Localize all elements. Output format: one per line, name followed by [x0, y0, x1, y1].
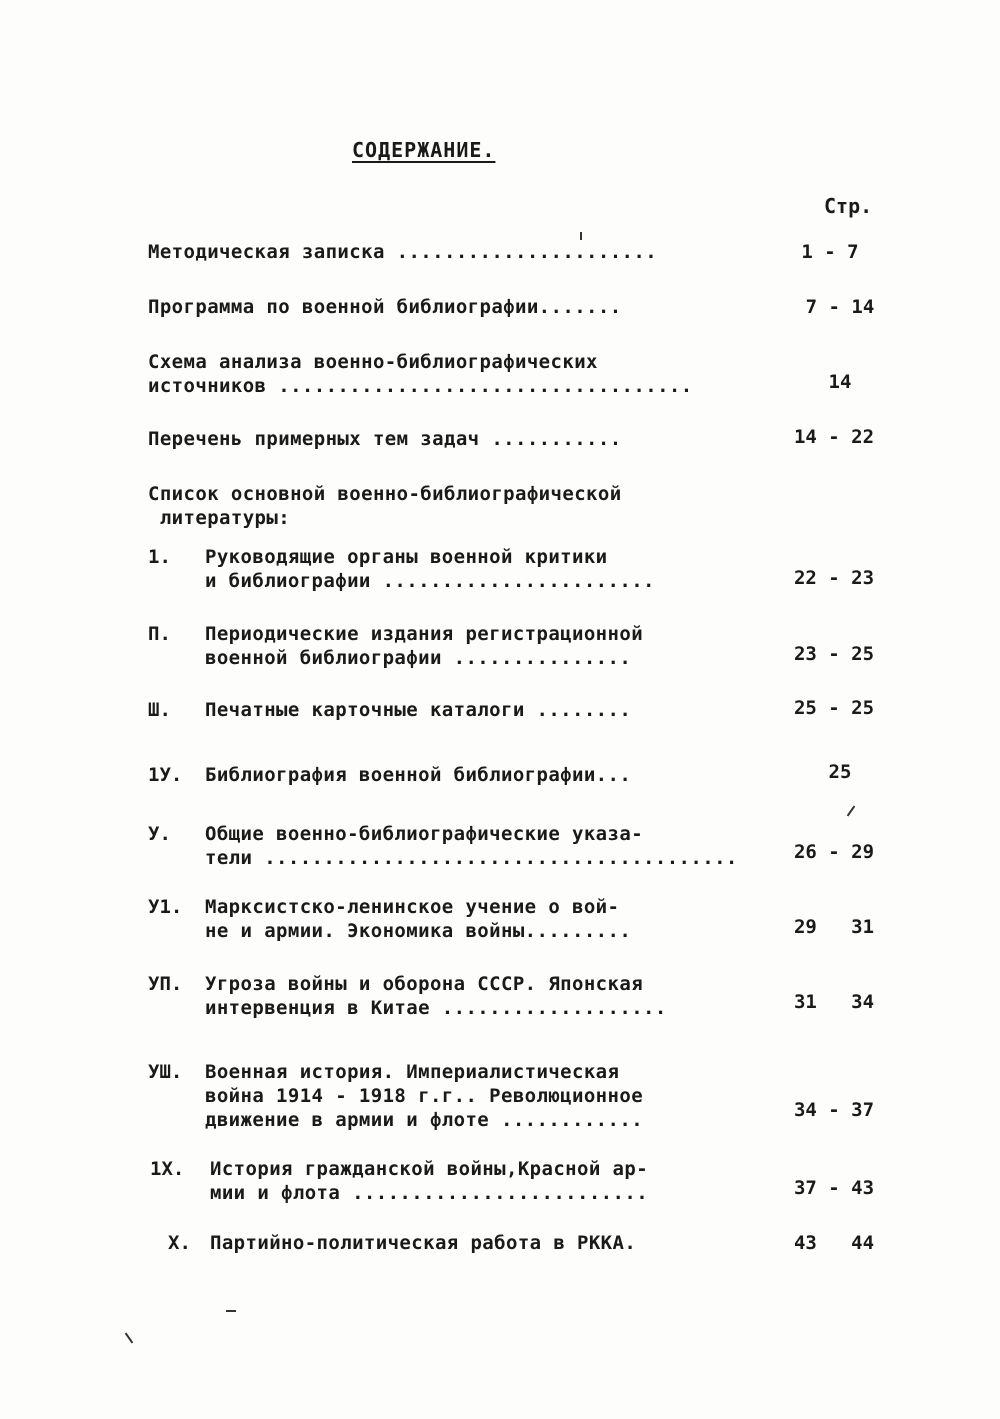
toc-entry-text: Схема анализа военно-библиографических: [148, 351, 598, 373]
toc-entry-text: Печатные карточные каталоги ........: [205, 699, 632, 721]
toc-entry-text: Библиография военной библиографии...: [205, 764, 632, 786]
toc-entry-number: 1Х.: [150, 1158, 185, 1180]
toc-entry-text: не и армии. Экономика войны.........: [205, 920, 632, 942]
toc-entry-pages: 23 - 25: [793, 643, 875, 665]
toc-entry-text: История гражданской войны,Красной ар-: [210, 1158, 649, 1180]
scan-mark: [226, 1310, 236, 1312]
toc-entry-text: тели ........................................: [205, 847, 738, 869]
toc-entry-text: Военная история. Империалистическая: [205, 1061, 620, 1083]
page-column-header: Стр.: [824, 194, 873, 218]
toc-entry-text: интервенция в Китае ...................: [205, 997, 667, 1019]
toc-entry-pages: 37 - 43: [793, 1177, 875, 1199]
toc-entry-text: Общие военно-библиографические указа-: [205, 823, 644, 845]
toc-entry-text: Периодические издания регистрационной: [205, 623, 644, 645]
toc-entry-number: 1У.: [148, 764, 183, 786]
toc-entry-pages: 22 - 23: [793, 567, 875, 589]
toc-entry-text: движение в армии и флоте ............: [205, 1109, 644, 1131]
scan-mark: [580, 232, 582, 240]
toc-entry-number: Ш.: [148, 699, 171, 721]
toc-entry-pages: 14 - 22: [793, 426, 875, 448]
toc-entry-text: литературы:: [148, 507, 291, 529]
toc-entry-pages: 1 - 7: [801, 241, 859, 263]
toc-entry-text: Программа по военной библиографии.......: [148, 296, 622, 318]
toc-entry-text: Перечень примерных тем задач ...........: [148, 428, 622, 450]
toc-entry-number: УП.: [148, 973, 183, 995]
toc-entry-text: Угроза войны и оборона СССР. Японская: [205, 973, 644, 995]
toc-entry-number: У1.: [148, 896, 183, 918]
toc-entry-pages: 7 - 14: [805, 296, 875, 318]
toc-entry-number: 1.: [148, 546, 171, 568]
toc-entry-pages: 14: [828, 371, 852, 393]
toc-entry-pages: 25: [828, 761, 852, 783]
toc-entry-text: Партийно-политическая работа в РККА.: [210, 1232, 637, 1254]
scan-mark: [847, 806, 856, 817]
toc-entry-pages: 43 44: [793, 1232, 875, 1254]
toc-entry-number: У.: [148, 823, 171, 845]
scan-mark: [125, 1333, 134, 1344]
toc-entry-number: Х.: [168, 1232, 191, 1254]
toc-entry-number: УШ.: [148, 1061, 183, 1083]
toc-entry-pages: 31 34: [793, 991, 875, 1013]
toc-entry-text: Методическая записка ......................: [148, 241, 658, 263]
toc-entry-number: П.: [148, 623, 171, 645]
document-title: СОДЕРЖАНИЕ.: [352, 138, 496, 162]
toc-entry-text: Марксистско-ленинское учение о вой-: [205, 896, 620, 918]
toc-entry-text: Руководящие органы военной критики: [205, 546, 608, 568]
toc-entry-text: военной библиографии ...............: [205, 647, 632, 669]
toc-entry-text: источников ...................................: [148, 375, 693, 397]
toc-entry-text: Список основной военно-библиографической: [148, 483, 622, 505]
toc-entry-text: и библиографии .......................: [205, 570, 655, 592]
toc-entry-pages: 25 - 25: [793, 697, 875, 719]
toc-entry-text: война 1914 - 1918 г.г.. Революционное: [205, 1085, 644, 1107]
toc-entry-pages: 34 - 37: [793, 1099, 875, 1121]
toc-entry-pages: 29 31: [793, 916, 875, 938]
toc-entry-text: мии и флота .........................: [210, 1182, 649, 1204]
toc-entry-pages: 26 - 29: [793, 841, 875, 863]
